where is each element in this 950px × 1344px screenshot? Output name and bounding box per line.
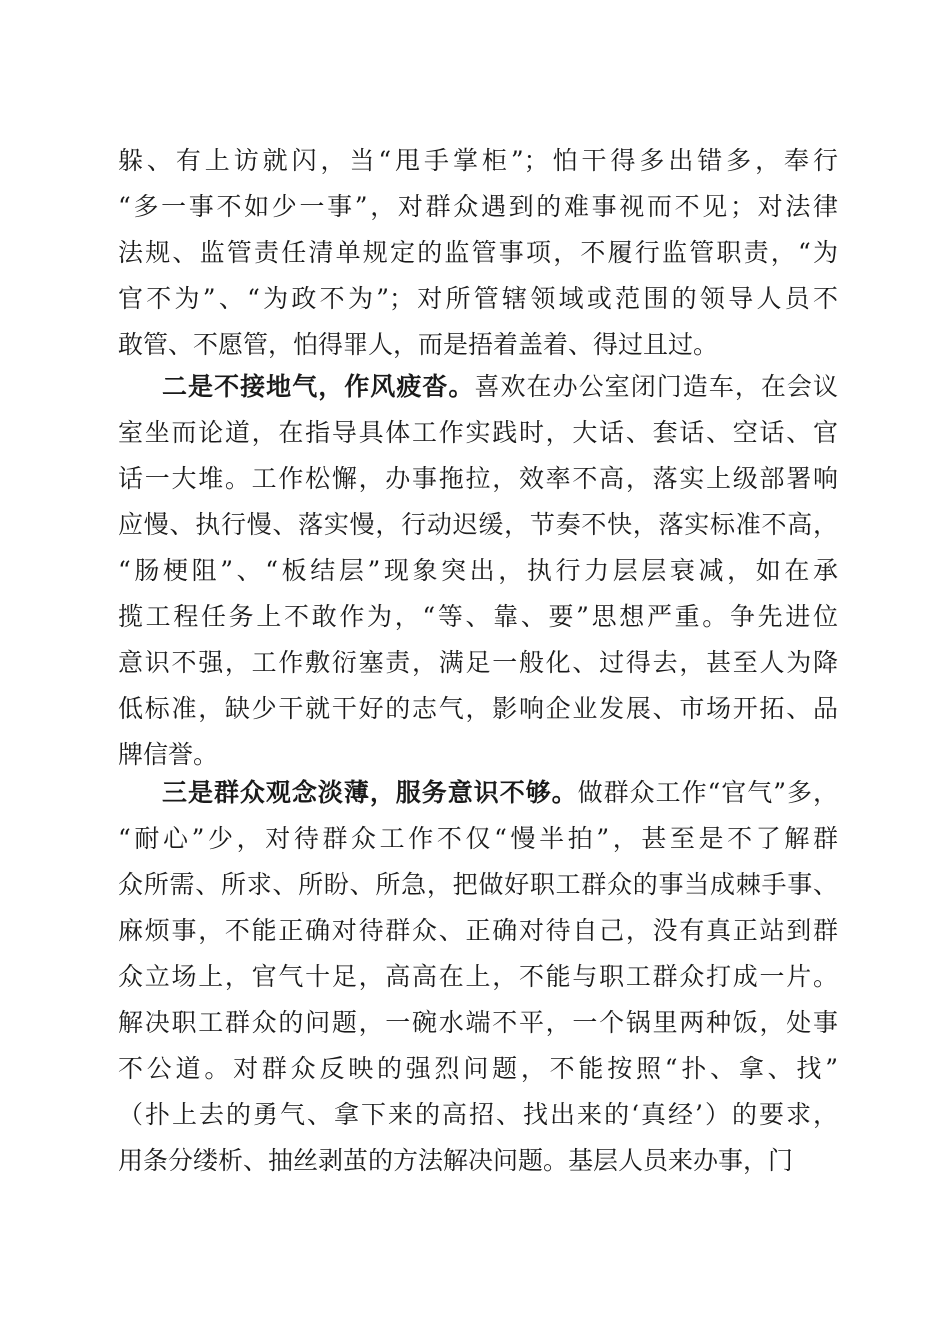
paragraph-2-line-8: 低标准，缺少干就干好的志气，影响企业发展、市场开拓、品 — [118, 694, 838, 723]
paragraph-2-line-3: 话一大堆。工作松懈，办事拖拉，效率不高，落实上级部署响 — [118, 464, 838, 493]
paragraph-2 — [118, 364, 838, 778]
paragraph-2-line-4: 应慢、执行慢、落实慢，行动迟缓，节奏不快，落实标准不高， — [118, 510, 838, 539]
paragraph-3-lead: 三是群众观念淡薄，服务意识不够。 — [162, 778, 578, 807]
paragraph-2-line-2: 室坐而论道，在指导具体工作实践时，大话、套话、空话、官 — [118, 418, 838, 447]
paragraph-3-line-8: （扑上去的勇气、拿下来的高招、找出来的‘真经’）的要求， — [118, 1100, 838, 1129]
paragraph-1-line-1: 躲、有上访就闪，当“甩手掌柜”；怕干得多出错多，奉行 — [118, 146, 838, 175]
paragraph-3-line-3: 众所需、所求、所盼、所急，把做好职工群众的事当成棘手事、 — [118, 870, 838, 899]
paragraph-1-line-3: 法规、监管责任清单规定的监管事项，不履行监管职责，“为 — [118, 238, 838, 267]
paragraph-2-line-5: “肠梗阻”、“板结层”现象突出，执行力层层衰减，如在承 — [118, 556, 838, 585]
paragraph-3-line-6: 解决职工群众的问题，一碗水端不平，一个锅里两种饭，处事 — [118, 1008, 838, 1037]
paragraph-3 — [118, 770, 838, 1184]
paragraph-2-lead: 二是不接地气，作风疲沓。 — [162, 372, 475, 401]
paragraph-3-line-4: 麻烦事，不能正确对待群众、正确对待自己，没有真正站到群 — [118, 916, 838, 945]
paragraph-2-line-6: 揽工程任务上不敢作为，“等、靠、要”思想严重。争先进位 — [118, 602, 838, 631]
paragraph-3-line-9: 用条分缕析、抽丝剥茧的方法解决问题。基层人员来办事，门 — [118, 1146, 794, 1175]
paragraph-2-line-7: 意识不强，工作敷衍塞责，满足一般化、过得去，甚至人为降 — [118, 648, 838, 677]
paragraph-2-line-1 — [118, 364, 838, 410]
paragraph-2-line-1-rest: 喜欢在办公室闭门造车，在会议 — [474, 372, 838, 401]
paragraph-3-line-1-rest: 做群众工作“官气”多， — [577, 778, 838, 807]
paragraph-2-line-9: 牌信誉。 — [118, 740, 219, 769]
paragraph-3-line-1 — [118, 770, 838, 816]
paragraph-3-line-7: 不公道。对群众反映的强烈问题，不能按照“扑、拿、找” — [118, 1054, 838, 1083]
paragraph-1-line-2: “多一事不如少一事”，对群众遇到的难事视而不见；对法律 — [118, 192, 838, 221]
paragraph-3-line-2: “耐心”少，对待群众工作不仅“慢半拍”，甚至是不了解群 — [118, 824, 838, 853]
paragraph-3-line-5: 众立场上，官气十足，高高在上，不能与职工群众打成一片。 — [118, 962, 838, 991]
paragraph-1-line-5: 敢管、不愿管，怕得罪人，而是捂着盖着、得过且过。 — [118, 330, 719, 359]
paragraph-1 — [118, 138, 838, 368]
paragraph-1-line-4: 官不为”、“为政不为”；对所管辖领域或范围的领导人员不 — [118, 284, 838, 313]
